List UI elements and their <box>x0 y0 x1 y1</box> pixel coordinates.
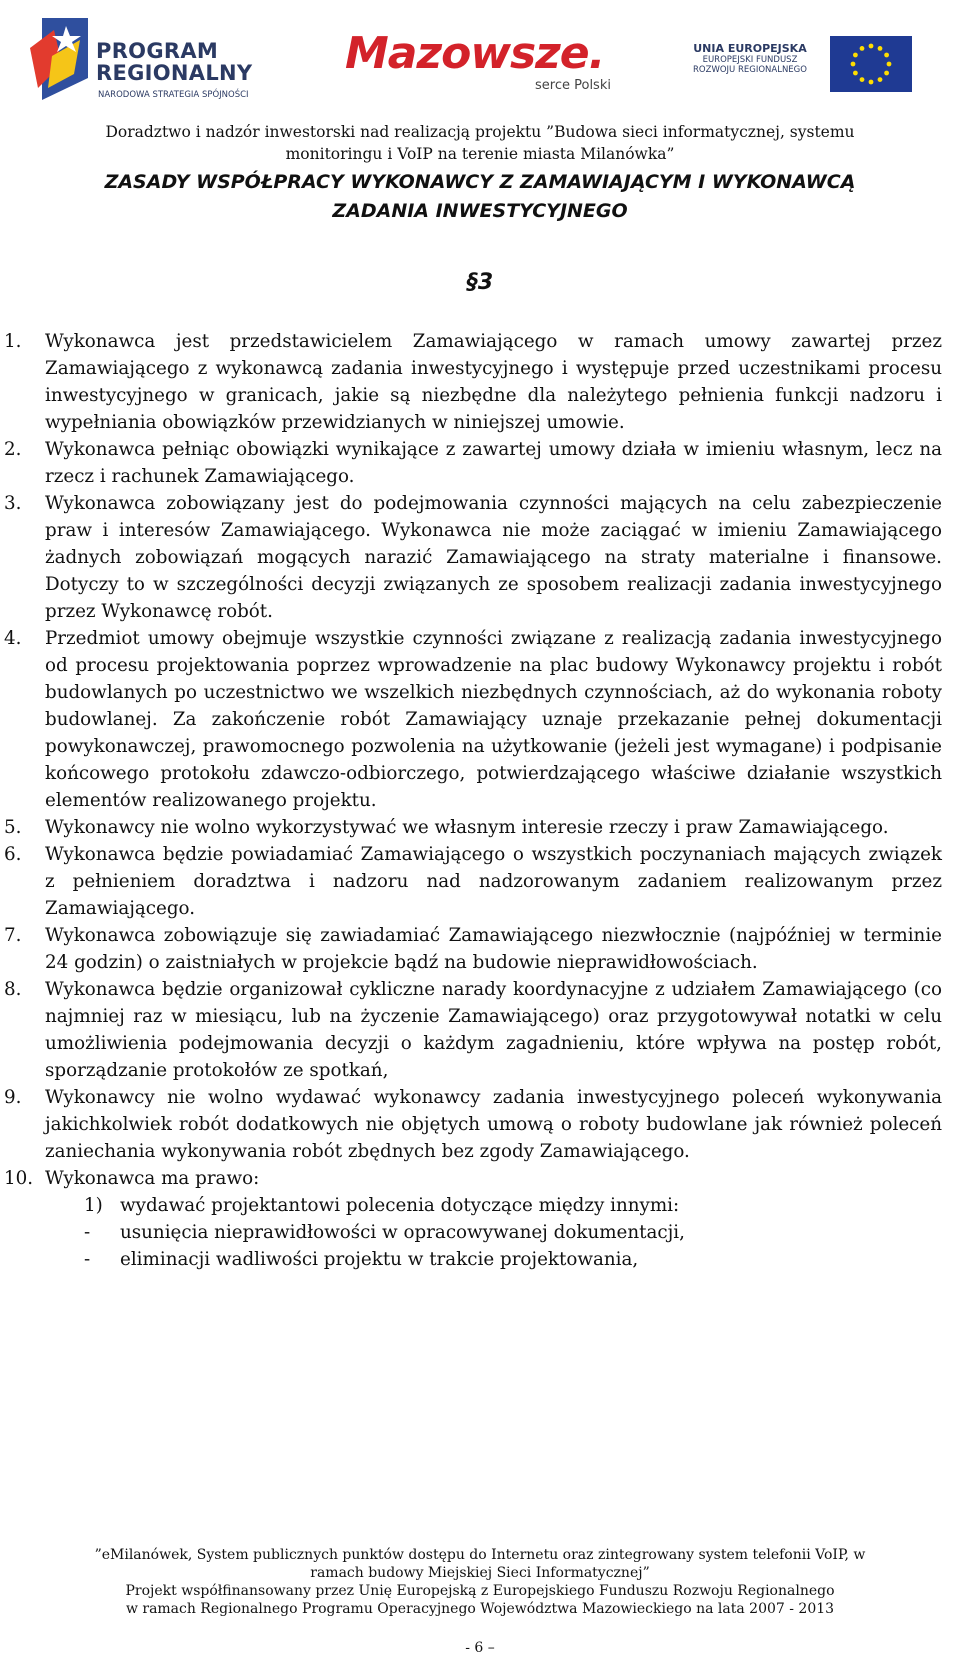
item-text: Wykonawcy nie wolno wykorzystywać we własnym interesie rzeczy i praw Zamawiającego. <box>45 817 889 838</box>
list-item <box>0 922 960 976</box>
sub-item-marker: - <box>84 1249 91 1270</box>
item-text: Przedmiot umowy obejmuje wszystkie czynności związane z realizacją zadania inwestycyjnego od procesu projektowania poprzez wprowadzenie na plac budowy Wykonawcy projektu i robót budowlanych po uczestnictwo we wszelkich niezbędnych czynnościach, aż do wykonania roboty budowlanej. Za zakończenie robót Zamawiający uznaje przekazanie pełnej dokumentacji powykonawczej, prawomocnego pozwolenia na użytkowanie (jeżeli jest wymagane) i podpisanie końcowego protokołu zdawczo-odbiorczego, potwierdzającego właściwe działanie wszystkich elementów realizowanego projektu. <box>45 628 942 811</box>
item-number: 2. <box>4 439 22 460</box>
sub-item-text: wydawać projektantowi polecenia dotyczące między innymi: <box>120 1195 680 1216</box>
eu-star-icon <box>853 71 858 76</box>
header-line-1: Doradztwo i nadzór inwestorski nad realizacją projektu ”Budowa sieci informatycznej, systemu <box>105 123 855 141</box>
footer-line-1: ”eMilanówek, System publicznych punktów dostępu do Internetu oraz zintegrowany system telefonii VoIP, w <box>94 1547 866 1563</box>
sub-list-item <box>0 1192 960 1219</box>
eu-star-icon <box>851 62 856 67</box>
item-text: Wykonawca zobowiązuje się zawiadamiać Zamawiającego niezwłocznie (najpóźniej w terminie 24 godzin) o zaistniałych w projekcie bądź na budowie nieprawidłowościach. <box>45 925 942 973</box>
program-line2: REGIONALNY <box>96 61 253 85</box>
eu-star-icon <box>860 46 865 51</box>
mazowsze-logo <box>345 28 645 100</box>
eu-star-icon <box>884 53 889 58</box>
eu-flag-icon <box>830 36 912 92</box>
eu-star-icon <box>887 62 892 67</box>
document-body <box>0 328 960 1273</box>
list-item <box>0 1165 960 1192</box>
sub-list-item <box>0 1246 960 1273</box>
sub-item-text: eliminacji wadliwości projektu w trakcie projektowania, <box>120 1249 639 1270</box>
list-item <box>0 490 960 625</box>
eu-logo <box>680 36 930 96</box>
item-number: 5. <box>4 817 22 838</box>
item-text: Wykonawca jest przedstawicielem Zamawiającego w ramach umowy zawartej przez Zamawiającego z wykonawcą zadania inwestycyjnego i występuje przed uczestnikami procesu inwestycyjnego w granicach, jakie są niezbędne dla należytego pełnienia funkcji nadzoru i wypełniania obowiązków przewidzianych w niniejszej umowie. <box>45 331 942 433</box>
list-item <box>0 328 960 436</box>
list-item <box>0 841 960 922</box>
page-footer <box>0 1546 960 1618</box>
sub-list-item <box>0 1219 960 1246</box>
page-number: - 6 – <box>465 1640 495 1656</box>
mazowsze-tagline: serce Polski <box>535 78 611 93</box>
item-number: 6. <box>4 844 22 865</box>
logo-bar <box>0 0 960 110</box>
item-text: Wykonawca będzie powiadamiać Zamawiającego o wszystkich poczynaniach mających związek z pełnieniem doradztwa i nadzoru nad nadzorowanym zadaniem realizowanym przez Zamawiającego. <box>45 844 942 919</box>
document-title-line-2: ZADANIA INWESTYCYJNEGO <box>332 200 628 222</box>
item-text: Wykonawca będzie organizował cykliczne narady koordynacyjne z udziałem Zamawiającego (co najmniej raz w miesiącu, lub na życzenie Zamawiającego) oraz przygotowywał notatki w celu umożliwienia podejmowania decyzji o każdym zagadnieniu, które wpływa na postęp robót, sporządzanie protokołów ze spotkań, <box>45 979 942 1081</box>
item-number: 8. <box>4 979 22 1000</box>
item-text: Wykonawca zobowiązany jest do podejmowania czynności mających na celu zabezpieczenie praw i interesów Zamawiającego. Wykonawca nie może zaciągać w imieniu Zamawiającego żadnych zobowiązań mogących narazić Zamawiającego na straty materialne i finansowe. Dotyczy to w szczególności decyzji związanych ze sposobem realizacji zadania inwestycyjnego przez Wykonawcę robót. <box>45 493 942 622</box>
list-item <box>0 436 960 490</box>
sub-item-marker: 1) <box>84 1195 103 1216</box>
document-title-line-1: ZASADY WSPÓŁPRACY WYKONAWCY Z ZAMAWIAJĄCYM I WYKONAWCĄ <box>104 171 856 193</box>
list-item <box>0 814 960 841</box>
footer-line-3: Projekt współfinansowany przez Unię Europejską z Europejskiego Funduszu Rozwoju Regionalnego <box>125 1583 835 1599</box>
footer-line-2: ramach budowy Miejskiej Sieci Informatycznej” <box>310 1565 650 1581</box>
item-text: Wykonawcy nie wolno wydawać wykonawcy zadania inwestycyjnego poleceń wykonywania jakichkolwiek robót dodatkowych nie objętych umową o roboty budowlane jak również poleceń zaniechania wykonywania robót zbędnych bez zgody Zamawiającego. <box>45 1087 942 1162</box>
item-text: Wykonawca ma prawo: <box>45 1168 260 1189</box>
eu-star-icon <box>869 80 874 85</box>
item-number: 7. <box>4 925 22 946</box>
eu-line1: UNIA EUROPEJSKA <box>693 42 807 55</box>
eu-star-icon <box>884 71 889 76</box>
list-item <box>0 625 960 814</box>
eu-star-icon <box>878 46 883 51</box>
item-number: 9. <box>4 1087 22 1108</box>
sub-item-text: usunięcia nieprawidłowości w opracowywanej dokumentacji, <box>120 1222 685 1243</box>
mazowsze-wordmark: Mazowsze. <box>345 28 605 79</box>
item-number: 4. <box>4 628 22 649</box>
sub-item-marker: - <box>84 1222 91 1243</box>
footer-line-4: w ramach Regionalnego Programu Operacyjnego Województwa Mazowieckiego na lata 2007 - 2013 <box>125 1601 835 1617</box>
item-number: 10. <box>4 1168 34 1189</box>
eu-star-icon <box>853 53 858 58</box>
section-heading: §3 <box>466 270 494 295</box>
header-line-2: monitoringu i VoIP na terenie miasta Milanówka” <box>285 145 675 163</box>
item-number: 1. <box>4 331 22 352</box>
program-subtitle: NARODOWA STRATEGIA SPÓJNOŚCI <box>98 90 249 100</box>
program-regionalny-flag-icon <box>30 18 88 100</box>
eu-star-icon <box>860 77 865 82</box>
eu-star-icon <box>869 44 874 49</box>
eu-star-icon <box>878 77 883 82</box>
program-line1: PROGRAM <box>96 39 219 63</box>
eu-line3: ROZWOJU REGIONALNEGO <box>693 65 807 75</box>
list-item <box>0 1084 960 1165</box>
eu-line2: EUROPEJSKI FUNDUSZ <box>702 55 798 65</box>
list-item <box>0 976 960 1084</box>
item-text: Wykonawca pełniąc obowiązki wynikające z zawartej umowy działa w imieniu własnym, lecz na rzecz i rachunek Zamawiającego. <box>45 439 942 487</box>
program-regionalny-logo <box>30 18 310 104</box>
item-number: 3. <box>4 493 22 514</box>
